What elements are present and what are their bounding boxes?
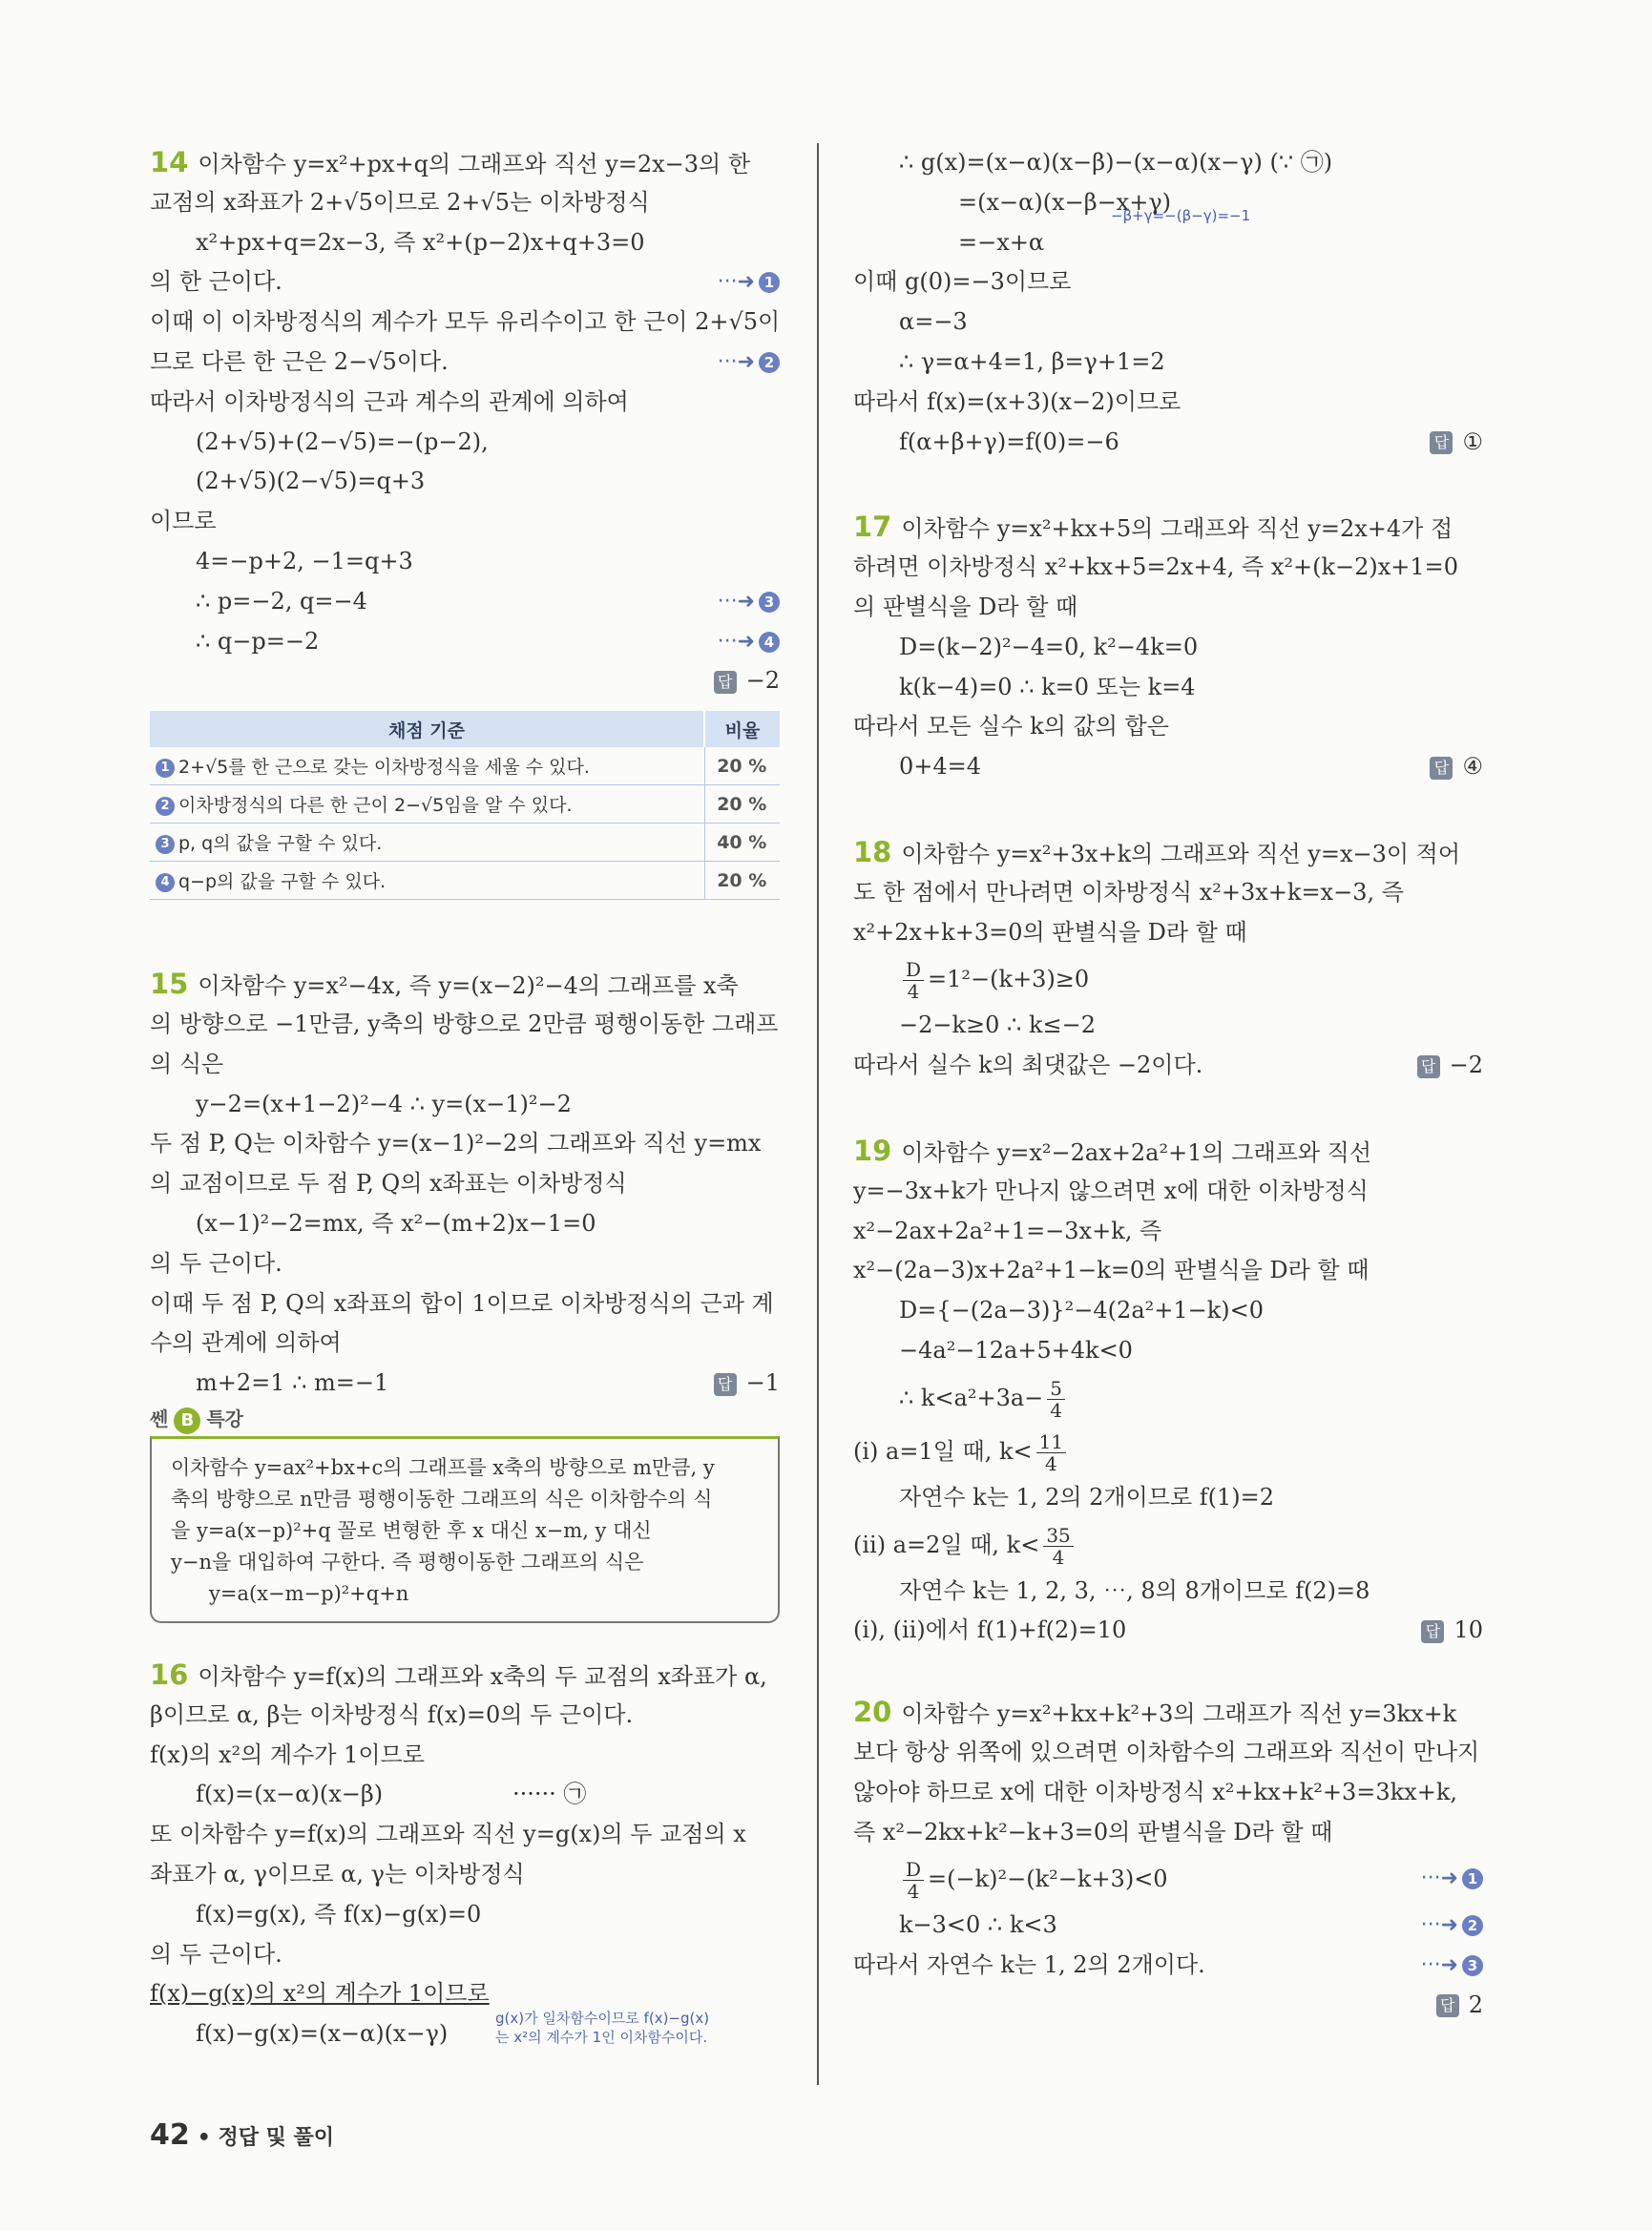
table-row: 2 이차방정식의 다른 한 근이 2−√5임을 알 수 있다. 20 % (150, 785, 780, 824)
problem-17: 17 이차함수 y=x²+kx+5의 그래프와 직선 y=2x+4가 접 하려면 이차방정식 x²+kx+5=2x+4, 즉 x²+(k−2)x+1=0 의 판별식을 D라 할 때 D=(k−2)²−4=0, k²−4k=0 k(k−4)=0 ∴ k=0 또는 k=4 따라서 모든 실수 k의 값의 합은 0+4=4 답 ④ (853, 508, 1483, 787)
tip-title: 쎈 B 특강 (150, 1404, 780, 1432)
tip-box: 이차함수 y=ax²+bx+c의 그래프를 x축의 방향으로 m만큼, y 축의 방향으로 n만큼 평행이동한 그래프의 식은 이차함수의 식 을 y=a(x−p)²+q 꼴로 변형한 후 x 대신 x−m, y 대신 y−n을 대입하여 구한다. 즉 평행이동한 그래프의 식은 y=a(x−m−p)²+q+n (150, 1436, 780, 1623)
problem-number: 14 (150, 146, 189, 178)
step-marker: ···➜ 4 (718, 622, 780, 662)
problem-19: 19 이차함수 y=x²−2ax+2a²+1의 그래프와 직선 y=−3x+k가 만나지 않으려면 x에 대한 이차방정식 x²−2ax+2a²+1=−3x+k, 즉 x²−(2a−3)x+2a²+1−k=0의 판별식을 D라 할 때 D={−(2a−3)}²−4(2a²+1−k)<0 −4a²−12a+5+4k<0 ∴ k<a²+3a− $\frac{5}{4}$ (ⅰ) a=1일 때, k< $\frac{11}{4}$ 자연수 k는 1, 2의 2개이므로 f(1)=2 (ⅱ) a=2일 때, k< $\frac{35}{4}$ 자연수 k는 1, 2, 3, ⋯, 8의 8개이므로 f(2)=8 (ⅰ), (ⅱ)에서 f(1)+f(2)=10 답 10 (853, 1132, 1483, 1651)
answer-icon: 답 (1430, 757, 1453, 780)
answer: 답 −2 (1417, 1046, 1483, 1086)
problem-number: 15 (150, 968, 189, 1001)
b-badge-icon: B (174, 1407, 200, 1434)
page-footer (150, 2118, 334, 2152)
answer-icon: 답 (1430, 431, 1453, 454)
answer: 답 −1 (714, 1364, 780, 1404)
answer-icon: 답 (714, 671, 737, 694)
step-marker: ···➜ 1 (1421, 1852, 1483, 1906)
problem-number: 17 (853, 511, 892, 544)
problem-16-continued: ∴ g(x)=(x−α)(x−β)−(x−α)(x−γ) (∵ ㉠) =(x−α)(x−β−x+γ) −β+γ=−(β−γ)=−1 =−x+α 이때 g(0)=−3이므로 α=−3 ∴ γ=α+4=1, β=γ+1=2 따라서 f(x)=(x+3)(x−2)이므로 f(α+β+γ)=f(0)=−6 답 ① (853, 143, 1483, 462)
answer: 답 ① (1430, 423, 1483, 463)
page-number: 42 (150, 2118, 190, 2152)
problem-number: 20 (853, 1696, 892, 1729)
problem-number: 19 (853, 1134, 892, 1167)
problem-16: 16 이차함수 y=f(x)의 그래프와 x축의 두 교점의 x좌표가 α, β이므로 α, β는 이차방정식 f(x)=0의 두 근이다. f(x)의 x²의 계수가 1이므로 f(x)=(x−α)(x−β) ······ ㉠ 또 이차함수 y=f(x)의 그래프와 직선 y=g(x)의 두 교점의 x 좌표가 α, γ이므로 α, γ는 이차방정식 f(x)=g(x), 즉 f(x)−g(x)=0 의 두 근이다. f(x)−g(x)의 x²의 계수가 1이므로 f(x)−g(x)=(x−α)(x−γ) g(x)가 일차함수이므로 f(x)−g(x) 는 x²의 계수가 1인 이차함수이다. (150, 1658, 767, 2048)
answer-icon: 답 (714, 1373, 737, 1396)
scoring-table: 채점 기준 비율 1 2+√5를 한 근으로 갖는 이차방정식을 세울 수 있다. 20 % 2 이차방정식의 다른 한 근이 2−√5임을 알 수 있다. 20 % 3 p, q의 값을 구할 수 있다. 40 % 4 q−p의 값을 구할 수 있다. 20 % (150, 711, 780, 900)
right-column (853, 143, 1483, 2026)
answer: 답 ④ (1430, 747, 1483, 787)
problem-14: 14 이차함수 y=x²+px+q의 그래프와 직선 y=2x−3의 한 교점의 x좌표가 2+√5이므로 2+√5는 이차방정식 x²+px+q=2x−3, 즉 x²+(p−2)x+q+3=0 의 한 근이다. ···➜ 1 이때 이 이차방정식의 계수가 모두 유리수이고 한 근이 2+√5이 므로 다른 한 근은 2−√5이다. ···➜ 2 따라서 이차방정식의 근과 계수의 관계에 의하여 (2+√5)+(2−√5)=−(p−2), (2+√5)(2−√5)=q+3 이므로 4=−p+2, −1=q+3 ∴ p=−2, q=−4 ···➜ 3 ∴ q−p=−2 ···➜ 4 답 −2 채점 기준 비율 1 2+√5를 한 근으로 갖는 이차방정식을 세울 수 있다. 20 % 2 이차방정식의 다른 한 근이 2−√5임을 알 수 있다. 20 % 3 p, q의 값을 구할 수 있다. 40 % 4 q−p의 값을 구할 수 있다. 20 % (150, 143, 780, 900)
column-divider (817, 143, 819, 2085)
answer-icon: 답 (1421, 1620, 1444, 1643)
table-row: 1 2+√5를 한 근으로 갖는 이차방정식을 세울 수 있다. 20 % (150, 747, 780, 785)
answer-icon: 답 (1417, 1055, 1440, 1078)
step-marker: ···➜ 2 (1421, 1906, 1483, 1946)
problem-15: 15 이차함수 y=x²−4x, 즉 y=(x−2)²−4의 그래프를 x축 의 방향으로 −1만큼, y축의 방향으로 2만큼 평행이동한 그래프 의 식은 y−2=(x+1−2)²−4 ∴ y=(x−1)²−2 두 점 P, Q는 이차함수 y=(x−1)²−2의 그래프와 직선 y=mx 의 교점이므로 두 점 P, Q의 x좌표는 이차방정식 (x−1)²−2=mx, 즉 x²−(m+2)x−1=0 의 두 근이다. 이때 두 점 P, Q의 x좌표의 합이 1이므로 이차방정식의 근과 계 수의 관계에 의하여 m+2=1 ∴ m=−1 답 −1 쎈 B 특강 이차함수 y=ax²+bx+c의 그래프를 x축의 방향으로 m만큼, y 축의 방향으로 n만큼 평행이동한 그래프의 식은 이차함수의 식 을 y=a(x−p)²+q 꼴로 변형한 후 x 대신 x−m, y 대신 y−n을 대입하여 구한다. 즉 평행이동한 그래프의 식은 y=a(x−m−p)²+q+n (150, 965, 780, 1623)
table-row: 3 p, q의 값을 구할 수 있다. 40 % (150, 824, 780, 862)
answer: 답 −2 (714, 661, 780, 701)
margin-note: g(x)가 일차함수이므로 f(x)−g(x) 는 x²의 계수가 1인 이차함수이다. (495, 2010, 710, 2047)
answer-icon: 답 (1436, 1994, 1459, 2017)
answer: 답 2 (1436, 1986, 1483, 2026)
step-marker: ···➜ 3 (718, 582, 780, 622)
problem-20: 20 이차함수 y=x²+kx+k²+3의 그래프가 직선 y=3kx+k 보다 항상 위쪽에 있으려면 이차함수의 그래프와 직선이 만나지 않아야 하므로 x에 대한 이차방정식 x²+kx+k²+3=3kx+k, 즉 x²−2kx+k²−k+3=0의 판별식을 D라 할 때 $\frac{D}{4}$ =(−k)²−(k²−k+3)<0 ···➜ 1 k−3<0 ∴ k<3 ···➜ 2 따라서 자연수 k는 1, 2의 2개이다. ···➜ 3 답 2 (853, 1693, 1483, 2026)
step-marker: ···➜ 1 (718, 262, 780, 302)
step-marker: ···➜ 3 (1421, 1946, 1483, 1986)
answer: 답 10 (1421, 1611, 1483, 1651)
left-column (150, 143, 780, 2056)
step-marker: ···➜ 2 (718, 343, 780, 383)
margin-note: −β+γ=−(β−γ)=−1 (1111, 206, 1251, 224)
problem-number: 18 (853, 835, 892, 868)
problem-18: 18 이차함수 y=x²+3x+k의 그래프와 직선 y=x−3이 적어 도 한 점에서 만나려면 이차방정식 x²+3x+k=x−3, 즉 x²+2x+k+3=0의 판별식을 D라 할 때 $\frac{D}{4}$ =1²−(k+3)≥0 −2−k≥0 ∴ k≤−2 따라서 실수 k의 최댓값은 −2이다. 답 −2 (853, 833, 1483, 1086)
table-row: 4 q−p의 값을 구할 수 있다. 20 % (150, 862, 780, 900)
problem-number: 16 (150, 1658, 189, 1691)
footer-label: • 정답 및 풀이 (197, 2126, 335, 2150)
